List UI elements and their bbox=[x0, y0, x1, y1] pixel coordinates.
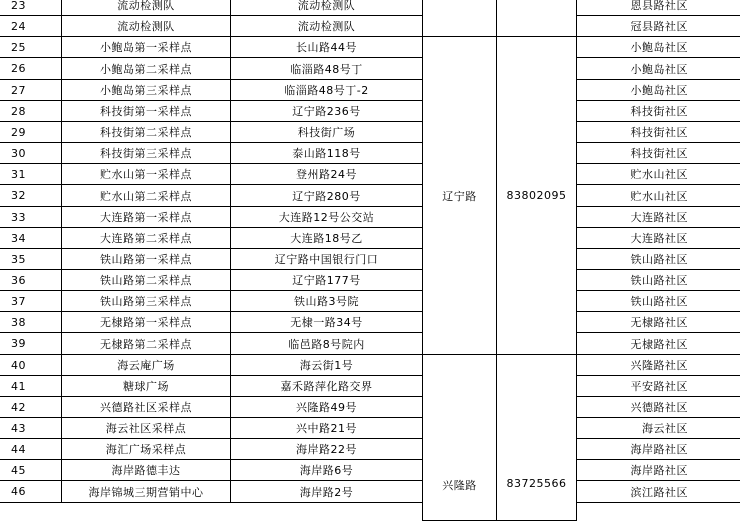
community-name: 科技街社区 bbox=[576, 121, 740, 143]
row-number: 39 bbox=[0, 332, 62, 355]
district-cell: 兴隆路 bbox=[422, 354, 497, 521]
site-address: 泰山路118号 bbox=[230, 142, 423, 164]
site-name: 流动检测队 bbox=[61, 15, 231, 37]
site-name: 海岸锦城三期营销中心 bbox=[61, 480, 231, 503]
site-name: 糖球广场 bbox=[61, 375, 231, 397]
phone-cell bbox=[496, 0, 577, 37]
site-address: 辽宁路280号 bbox=[230, 184, 423, 207]
row-number: 26 bbox=[0, 57, 62, 80]
community-name: 无棣路社区 bbox=[576, 332, 740, 355]
site-name: 海云社区采样点 bbox=[61, 417, 231, 439]
row-number: 40 bbox=[0, 354, 62, 376]
row-number: 45 bbox=[0, 459, 62, 481]
community-name: 小鲍岛社区 bbox=[576, 79, 740, 101]
row-number: 44 bbox=[0, 438, 62, 460]
row-number: 37 bbox=[0, 290, 62, 312]
row-number: 23 bbox=[0, 0, 62, 16]
site-address: 辽宁路177号 bbox=[230, 269, 423, 291]
community-name: 大连路社区 bbox=[576, 206, 740, 228]
community-name: 铁山路社区 bbox=[576, 269, 740, 291]
site-address: 流动检测队 bbox=[230, 15, 423, 37]
row-number: 27 bbox=[0, 79, 62, 101]
site-name: 海云庵广场 bbox=[61, 354, 231, 376]
phone-cell: 83725566 bbox=[496, 354, 577, 521]
row-number: 46 bbox=[0, 480, 62, 503]
row-number: 31 bbox=[0, 163, 62, 185]
community-name: 小鲍岛社区 bbox=[576, 57, 740, 80]
site-name: 无棣路第二采样点 bbox=[61, 332, 231, 355]
row-number: 36 bbox=[0, 269, 62, 291]
community-name: 铁山路社区 bbox=[576, 248, 740, 270]
row-number: 29 bbox=[0, 121, 62, 143]
community-name: 海云社区 bbox=[576, 417, 740, 439]
community-name: 恩县路社区 bbox=[576, 0, 740, 16]
site-name: 铁山路第二采样点 bbox=[61, 269, 231, 291]
community-name: 海岸路社区 bbox=[576, 459, 740, 481]
site-name: 大连路第二采样点 bbox=[61, 227, 231, 249]
site-address: 辽宁路中国银行门口 bbox=[230, 248, 423, 270]
site-name: 兴德路社区采样点 bbox=[61, 396, 231, 418]
site-name: 铁山路第一采样点 bbox=[61, 248, 231, 270]
row-number: 41 bbox=[0, 375, 62, 397]
site-name: 科技街第三采样点 bbox=[61, 142, 231, 164]
community-name: 兴德路社区 bbox=[576, 396, 740, 418]
site-address: 科技街广场 bbox=[230, 121, 423, 143]
site-address: 海岸路6号 bbox=[230, 459, 423, 481]
district-cell: 辽宁路 bbox=[422, 36, 497, 355]
site-address: 辽宁路236号 bbox=[230, 100, 423, 122]
site-address: 兴隆路49号 bbox=[230, 396, 423, 418]
site-address: 大连路12号公交站 bbox=[230, 206, 423, 228]
community-name: 冠县路社区 bbox=[576, 15, 740, 37]
community-name: 贮水山社区 bbox=[576, 184, 740, 207]
site-name: 铁山路第三采样点 bbox=[61, 290, 231, 312]
site-name: 小鲍岛第二采样点 bbox=[61, 57, 231, 80]
site-name: 海汇广场采样点 bbox=[61, 438, 231, 460]
district-cell bbox=[422, 0, 497, 37]
community-name: 平安路社区 bbox=[576, 375, 740, 397]
phone-cell: 83802095 bbox=[496, 36, 577, 355]
site-name: 无棣路第一采样点 bbox=[61, 311, 231, 333]
site-address: 海云街1号 bbox=[230, 354, 423, 376]
site-name: 小鲍岛第三采样点 bbox=[61, 79, 231, 101]
row-number: 25 bbox=[0, 36, 62, 58]
site-name: 小鲍岛第一采样点 bbox=[61, 36, 231, 58]
row-number: 33 bbox=[0, 206, 62, 228]
community-name: 小鲍岛社区 bbox=[576, 36, 740, 58]
site-address: 铁山路3号院 bbox=[230, 290, 423, 312]
row-number: 32 bbox=[0, 184, 62, 207]
site-address: 嘉禾路萍化路交界 bbox=[230, 375, 423, 397]
community-name: 无棣路社区 bbox=[576, 311, 740, 333]
site-name: 流动检测队 bbox=[61, 0, 231, 16]
site-name: 海岸路德丰达 bbox=[61, 459, 231, 481]
community-name: 滨江路社区 bbox=[576, 480, 740, 503]
site-name: 贮水山第二采样点 bbox=[61, 184, 231, 207]
row-number: 30 bbox=[0, 142, 62, 164]
site-address: 大连路18号乙 bbox=[230, 227, 423, 249]
site-name: 科技街第二采样点 bbox=[61, 121, 231, 143]
site-address: 登州路24号 bbox=[230, 163, 423, 185]
row-number: 42 bbox=[0, 396, 62, 418]
row-number: 28 bbox=[0, 100, 62, 122]
row-number: 35 bbox=[0, 248, 62, 270]
site-address: 流动检测队 bbox=[230, 0, 423, 16]
community-name: 兴隆路社区 bbox=[576, 354, 740, 376]
site-name: 贮水山第一采样点 bbox=[61, 163, 231, 185]
site-name: 大连路第一采样点 bbox=[61, 206, 231, 228]
community-name: 科技街社区 bbox=[576, 142, 740, 164]
site-address: 长山路44号 bbox=[230, 36, 423, 58]
site-address: 海岸路22号 bbox=[230, 438, 423, 460]
site-address: 海岸路2号 bbox=[230, 480, 423, 503]
row-number: 43 bbox=[0, 417, 62, 439]
row-number: 38 bbox=[0, 311, 62, 333]
row-number: 34 bbox=[0, 227, 62, 249]
community-name: 海岸路社区 bbox=[576, 438, 740, 460]
community-name: 铁山路社区 bbox=[576, 290, 740, 312]
row-number: 24 bbox=[0, 15, 62, 37]
site-name: 科技街第一采样点 bbox=[61, 100, 231, 122]
site-address: 临邑路8号院内 bbox=[230, 332, 423, 355]
site-address: 临淄路48号丁 bbox=[230, 57, 423, 80]
community-name: 贮水山社区 bbox=[576, 163, 740, 185]
community-name: 大连路社区 bbox=[576, 227, 740, 249]
site-address: 无棣一路34号 bbox=[230, 311, 423, 333]
community-name: 科技街社区 bbox=[576, 100, 740, 122]
site-address: 临淄路48号丁-2 bbox=[230, 79, 423, 101]
site-address: 兴中路21号 bbox=[230, 417, 423, 439]
